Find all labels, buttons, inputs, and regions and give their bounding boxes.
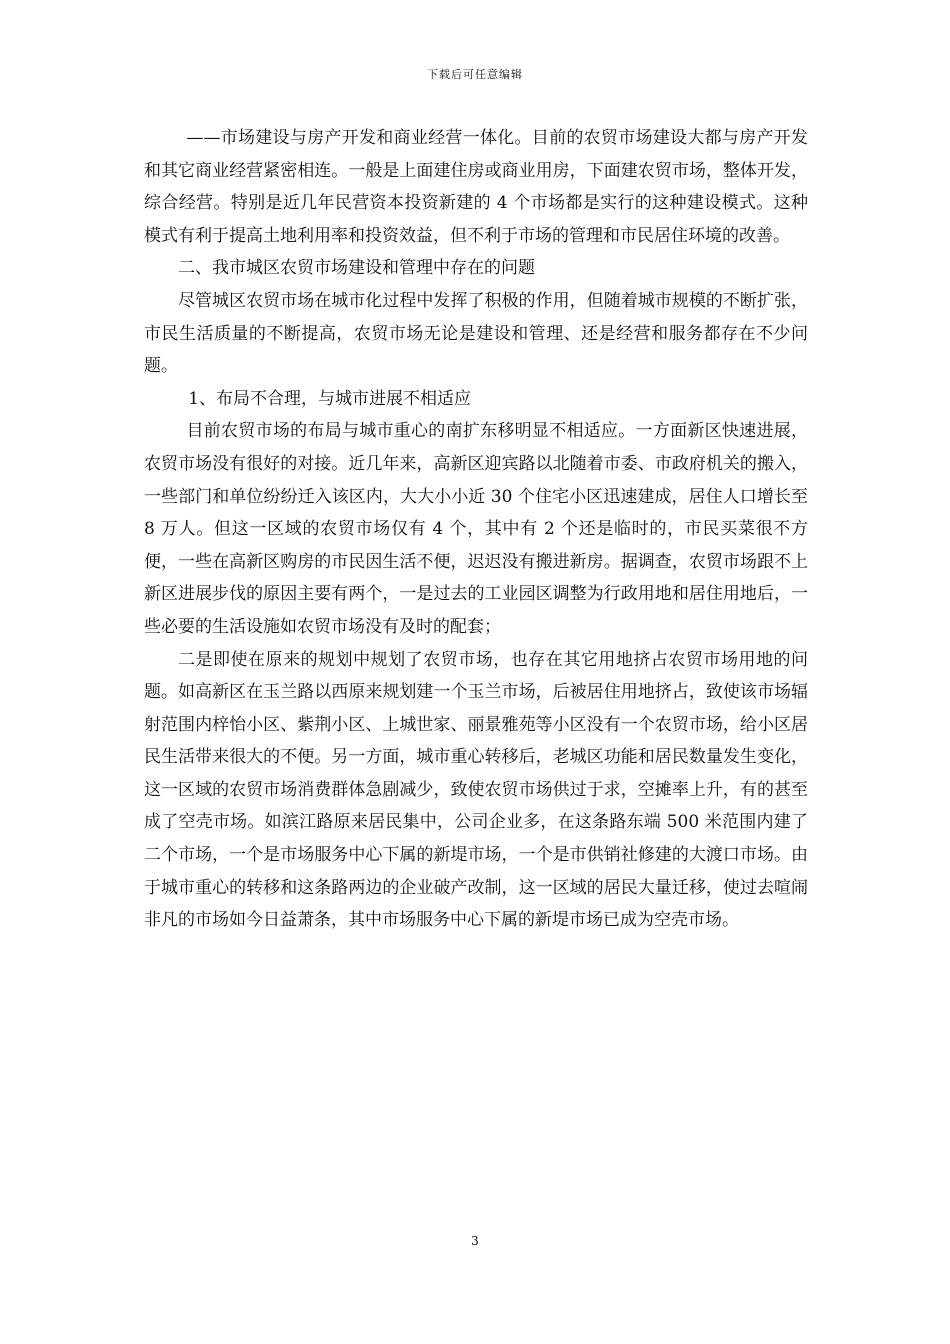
- paragraph-problems-intro: 尽管城区农贸市场在城市化过程中发挥了积极的作用，但随着城市规模的不断扩张，市民生活质量的不断提高，农贸市场无论是建设和管理、还是经营和服务都存在不少问题。: [144, 290, 808, 377]
- paragraph-land-occupation: 二是即使在原来的规划中规划了农贸市场，也存在其它用地挤占农贸市场用地的问题。如高新区在玉兰路以西原来规划建一个玉兰市场，后被居住用地挤占，致使该市场辐射范围内梓怡小区、紫荆小区、上城世家、丽景雅苑等小区没有一个农贸市场，给小区居民生活带来很大的不便。另一方面，城市重心转移后，老城区功能和居民数量发生变化，这一区域的农贸市场消费群体急剧减少，致使农贸市场供过于求，空摊率上升，有的甚至成了空壳市场。如滨江路原来居民集中，公司企业多，在这条路东端 500 米范围内建了二个市场，一个是市场服务中心下属的新堤市场，一个是市供销社修建的大渡口市场。由于城市重心的转移和这条路两边的企业破产改制，这一区域的居民大量迁移，使过去喧闹非凡的市场如今日益萧条，其中市场服务中心下属的新堤市场已成为空壳市场。: [144, 649, 808, 931]
- page-header: 下载后可任意编辑: [427, 68, 523, 81]
- document-body: [144, 122, 808, 937]
- paragraph-layout-details: 目前农贸市场的布局与城市重心的南扩东移明显不相适应。一方面新区快速进展，农贸市场没有很好的对接。近几年来，高新区迎宾路以北随着市委、市政府机关的搬入，一些部门和单位纷纷迁入该区内，大大小小近 30 个住宅小区迅速建成，居住人口增长至 8 万人。但这一区域的农贸市场仅有 4 个，其中有 2 个还是临时的，市民买菜很不方便，一些在高新区购房的市民因生活不便，迟迟没有搬进新房。据调查，农贸市场跟不上新区进展步伐的原因主要有两个，一是过去的工业园区调整为行政用地和居住用地后，一些必要的生活设施如农贸市场没有及时的配套；: [144, 421, 808, 637]
- paragraph-market-integration: ——市场建设与房产开发和商业经营一体化。目前的农贸市场建设大都与房产开发和其它商业经营紧密相连。一般是上面建住房或商业用房，下面建农贸市场，整体开发，综合经营。特别是近几年民营资本投资新建的 4 个市场都是实行的这种建设模式。这种模式有利于提高土地利用率和投资效益，但不利于市场的管理和市民居住环境的改善。: [144, 128, 808, 246]
- subsection-heading-layout: 1、布局不合理，与城市进展不相适应: [188, 388, 472, 409]
- section-heading-problems: 二、我市城区农贸市场建设和管理中存在的问题: [178, 258, 535, 279]
- page-number: 3: [471, 1234, 479, 1248]
